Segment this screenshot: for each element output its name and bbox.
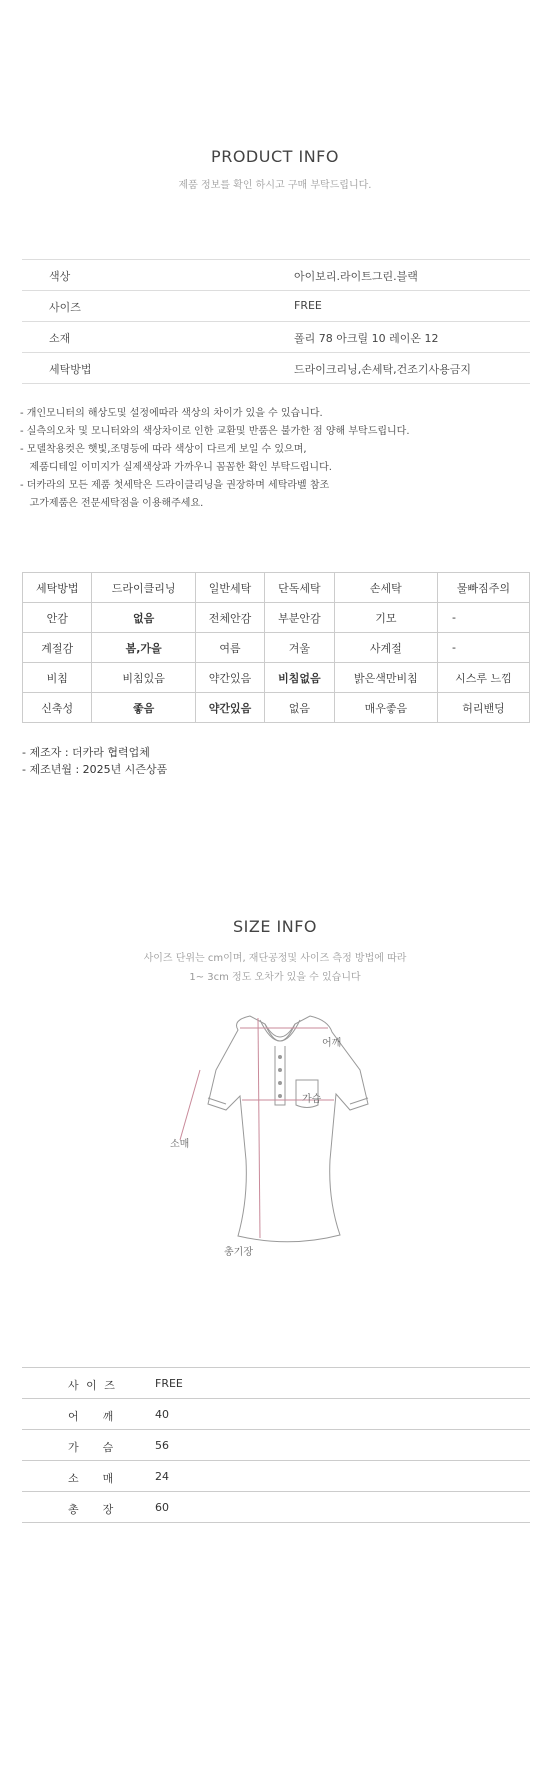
info-label: 사이즈	[49, 301, 81, 314]
care-row-sheer	[23, 663, 530, 693]
care-row-season	[23, 633, 530, 663]
care-cell: 밝은색만비침	[334, 663, 437, 693]
measure-lines	[180, 1018, 334, 1238]
care-cell: 부분안감	[265, 603, 334, 633]
info-row-size	[22, 291, 530, 322]
care-header-cell: 손세탁	[334, 573, 437, 603]
size-label: 소 매	[68, 1472, 116, 1485]
care-cell: 허리밴딩	[438, 693, 530, 723]
care-row-stretch	[23, 693, 530, 723]
care-row-label: 신축성	[23, 693, 92, 723]
info-label: 세탁방법	[49, 363, 92, 376]
size-row	[22, 1461, 530, 1492]
info-value: 아이보리.라이트그린.블랙	[294, 270, 418, 283]
maker-line: - 제조자 : 더카라 협력업체	[22, 746, 150, 759]
care-cell: 사계절	[334, 633, 437, 663]
size-label: 사 이 즈	[68, 1379, 117, 1392]
product-info-title: PRODUCT INFO	[211, 147, 339, 166]
care-row-label: 비침	[23, 663, 92, 693]
care-cell: 매우좋음	[334, 693, 437, 723]
size-info-title: SIZE INFO	[232, 917, 317, 936]
maker-info	[22, 744, 167, 778]
notice-item: - 더카라의 모든 제품 첫세탁은 드라이클리닝을 권장하며 세탁라벨 참조	[20, 480, 330, 491]
size-label: 총 장	[68, 1503, 116, 1516]
care-header-cell: 일반세탁	[195, 573, 264, 603]
care-header-cell: 드라이클리닝	[92, 573, 195, 603]
size-value: 56	[155, 1439, 169, 1452]
size-row	[22, 1430, 530, 1461]
sleeve-label: 소매	[170, 1139, 190, 1150]
care-table	[22, 572, 530, 723]
care-header-cell: 세탁방법	[23, 573, 92, 603]
maker-line: - 제조년월 : 2025년 시즌상품	[22, 763, 168, 776]
size-value: 40	[155, 1408, 169, 1421]
sleeve-measure-line	[180, 1070, 200, 1140]
care-header-cell: 물빠짐주의	[438, 573, 530, 603]
chest-label: 가슴	[302, 1094, 322, 1105]
notice-item: 제품디테일 이미지가 실제색상과 가까우니 꼼꼼한 확인 부탁드립니다.	[20, 462, 332, 473]
size-row	[22, 1368, 530, 1399]
info-label: 소재	[49, 332, 71, 345]
notice-item: - 실측의오차 및 모니터와의 색상차이로 인한 교환및 반품은 불가한 점 양해 부탁드립니다.	[20, 426, 410, 437]
info-label: 색상	[49, 270, 71, 283]
care-cell: -	[438, 633, 530, 663]
info-row-material	[22, 322, 530, 353]
size-label: 어 깨	[68, 1410, 116, 1423]
size-info-subtitle-2: 1~ 3cm 정도 오차가 있을 수 있습니다	[189, 972, 361, 983]
notice-list	[20, 405, 410, 513]
notice-item: 고가제품은 전문세탁점을 이용해주세요.	[20, 498, 204, 509]
care-cell: 약간있음	[195, 693, 264, 723]
length-label: 총기장	[224, 1247, 253, 1258]
info-row-color	[22, 260, 530, 291]
care-cell: 시스루 느낌	[438, 663, 530, 693]
info-value: 드라이크리닝,손세탁,건조기사용금지	[294, 363, 472, 376]
notice-item: - 모델착용컷은 햇빛,조명등에 따라 색상이 다르게 보일 수 있으며,	[20, 444, 307, 455]
size-value: FREE	[155, 1377, 183, 1390]
care-cell: 봄,가을	[92, 633, 195, 663]
info-value: 폴리 78 아크릴 10 레이온 12	[294, 332, 439, 345]
care-row-label: 계절감	[23, 633, 92, 663]
buttons	[278, 1055, 282, 1098]
size-row	[22, 1399, 530, 1430]
garment-outline	[208, 1016, 368, 1242]
shoulder-label: 어깨	[322, 1038, 342, 1049]
size-value: 24	[155, 1470, 169, 1483]
care-cell: 기모	[334, 603, 437, 633]
garment-diagram	[160, 1010, 400, 1255]
care-table-header	[23, 573, 530, 603]
care-cell: 없음	[92, 603, 195, 633]
care-cell: 비침있음	[92, 663, 195, 693]
size-label: 가 슴	[68, 1441, 116, 1454]
care-cell: 비침없음	[265, 663, 334, 693]
care-cell: 없음	[265, 693, 334, 723]
care-cell: 약간있음	[195, 663, 264, 693]
care-cell: 좋음	[92, 693, 195, 723]
care-cell: 전체안감	[195, 603, 264, 633]
info-value: FREE	[294, 299, 322, 312]
info-row-washing	[22, 353, 530, 384]
care-cell: 겨울	[265, 633, 334, 663]
length-measure-line	[258, 1018, 260, 1238]
care-header-cell: 단독세탁	[265, 573, 334, 603]
size-value: 60	[155, 1501, 169, 1514]
care-row-label: 안감	[23, 603, 92, 633]
notice-item: - 개인모니터의 해상도및 설정에따라 색상의 차이가 있을 수 있습니다.	[20, 408, 323, 419]
product-info-subtitle: 제품 정보를 확인 하시고 구매 부탁드립니다.	[178, 180, 372, 191]
size-info-subtitle-1: 사이즈 단위는 cm이며, 재단공정및 사이즈 측정 방법에 따라	[143, 953, 407, 964]
care-row-lining	[23, 603, 530, 633]
care-cell: 여름	[195, 633, 264, 663]
care-cell: -	[438, 603, 530, 633]
size-row	[22, 1492, 530, 1523]
